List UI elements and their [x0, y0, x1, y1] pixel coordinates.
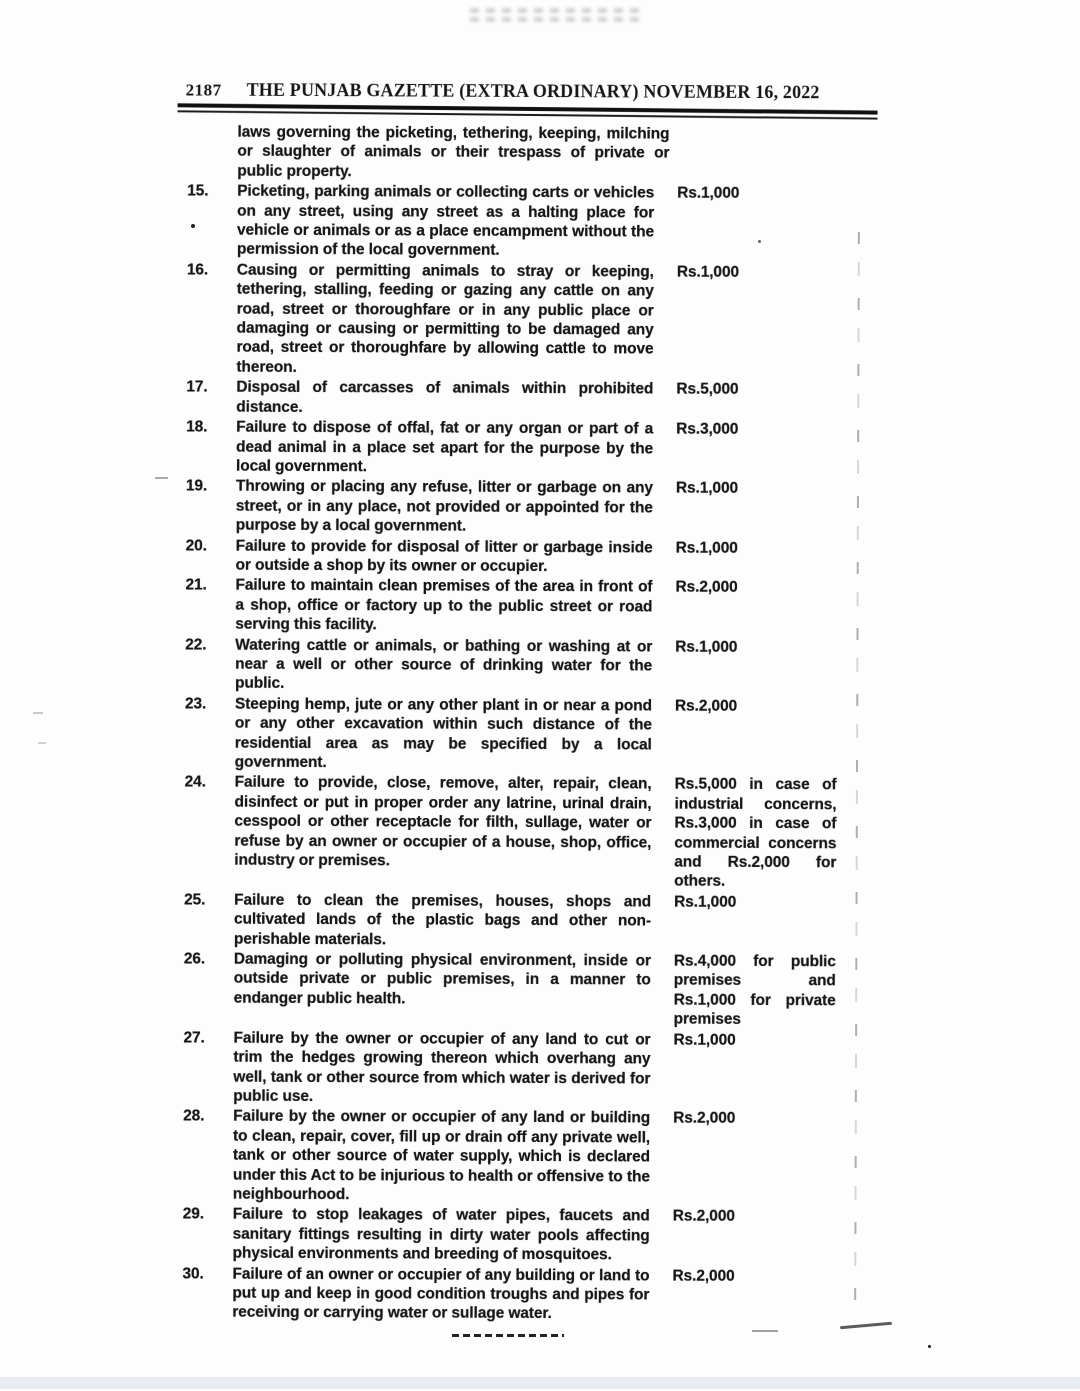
item-number: 23. [184, 695, 207, 713]
item-description: Failure to dispose of offal, fat or any organ or part of a dead animal in a place set apart for the purpose by the local government. [235, 418, 654, 476]
table-row [186, 536, 1080, 579]
page-number: 2187 [185, 80, 222, 100]
item-number: 21. [185, 576, 207, 594]
item-description: Disposal of carcasses of animals within prohibited distance. [236, 378, 654, 416]
item-number: 15. [187, 182, 209, 200]
table-row [186, 378, 1080, 421]
table-row [183, 1205, 1078, 1267]
item-description: Steeping hemp, jute or any other plant in or near a pond or any other excavation within such distance of the residential area as may be specified by a local government. [234, 695, 652, 772]
item-description: Failure by the owner or occupier of any land to cut or trim the hedges growing thereon which overhang any well, tank or other source from which water is derived for public use. [233, 1029, 651, 1105]
item-fine: Rs.3,000 [676, 420, 739, 438]
item-description: Failure by the owner or occupier of any land or building to clean, repair, cover, fill up or drain off any private well, tank or other source of water supply, which is declared under this Act to be injurious to health or offensive to the neighbourhood. [232, 1107, 651, 1204]
item-number: 17. [186, 378, 208, 396]
item-fine: Rs.5,000 in case of industrial concerns, Rs.3,000 in case of commercial concerns and Rs.2,000 for others. [674, 775, 837, 891]
table-row [186, 418, 1080, 480]
item-number: 19. [185, 477, 208, 495]
item-description: Failure to provide for disposal of litter or garbage inside or outside a shop by its owner or occupier. [235, 537, 653, 575]
item-fine: Rs.1,000 [677, 184, 740, 203]
item-fine: Rs.2,000 [672, 1267, 735, 1285]
item-fine: Rs.4,000 for public premises and Rs.1,000 for private premises [673, 952, 836, 1029]
item-number: 30. [182, 1265, 204, 1283]
page-header [186, 80, 878, 104]
gazette-title: THE PUNJAB GAZETTE (EXTRA ORDINARY) NOVEMBER 16, 2022 [246, 80, 820, 104]
item-description: Failure to clean the premises, houses, shops and cultivated lands of the plastic bags and other non-perishable materials. [233, 891, 652, 948]
item-description: Failure of an owner or occupier of any building or land to put up and keep in good condition troughs and pipes for receiving or carrying water or sullage water. [232, 1265, 650, 1323]
item-description: Failure to stop leakages of water pipes, faucets and sanitary fittings resulting in dirty water pools affecting physical environments and breeding of mosquitoes. [232, 1206, 650, 1264]
item-number: 24. [184, 773, 206, 791]
offence-fine-table [182, 182, 1080, 1326]
item-fine: Rs.1,000 [673, 1031, 736, 1049]
item-fine: Rs.2,000 [674, 697, 738, 715]
item-number: 28. [183, 1107, 205, 1125]
item-fine: Rs.5,000 [676, 380, 739, 399]
item-description: Throwing or placing any refuse, litter or garbage on any street, or in any place, not provided or appointed for the purpose by a local government. [235, 477, 653, 535]
continuation-paragraph: laws governing the picketing, tethering, keeping, milching or slaughter of animals or their trespass of private or public property. [237, 123, 670, 180]
table-row [184, 773, 1079, 893]
item-description: Failure to provide, close, remove, alter, repair, clean, disinfect or put in proper order any latrine, urinal drain, cesspool or other receptacle for filth, sullage, water or refuse by an owner or occupier of a house, shop, office, industry or premises. [234, 774, 652, 870]
item-number: 25. [184, 891, 206, 909]
table-row [184, 950, 1079, 1032]
table-row [186, 260, 1080, 380]
item-fine: Rs.2,000 [675, 578, 738, 597]
table-row [185, 635, 1080, 697]
item-fine: Rs.2,000 [673, 1109, 736, 1128]
header-rule [178, 103, 878, 119]
item-number: 27. [183, 1029, 205, 1047]
item-number: 16. [186, 261, 209, 279]
item-number: 26. [183, 950, 206, 968]
item-number: 22. [185, 636, 207, 654]
item-description: Watering cattle or animals, or bathing or washing at or near a well or other source of drinking water for the public. [235, 636, 653, 693]
item-description: Causing or permitting animals to stray or keeping, tethering, stalling, feeding or gazing any cattle on any road, street or thoroughfare or in any public place or damaging or causing or permitting to be damaged any road, street or thoroughfare by allowing cattle to move thereon. [236, 261, 654, 376]
item-description: Picketing, parking animals or collecting carts or vehicles on any street, using any street as a halting place for vehicle or animals or as a place encampment without the permission of the local government. [236, 182, 655, 260]
item-number: 20. [185, 536, 207, 555]
item-fine: Rs.2,000 [672, 1207, 735, 1226]
table-row [185, 694, 1080, 776]
item-description: Failure to maintain clean premises of the area in front of a shop, office or factory up to the public street or road serving this facility. [235, 577, 653, 634]
table-row [183, 1107, 1078, 1208]
table-row [187, 182, 1080, 264]
table-row [183, 1028, 1078, 1110]
table-row [186, 477, 1080, 539]
item-fine: Rs.1,000 [675, 479, 739, 498]
item-number: 18. [186, 418, 208, 436]
item-fine: Rs.1,000 [675, 638, 738, 656]
item-fine: Rs.1,000 [674, 893, 737, 911]
item-description: Damaging or polluting physical environment, inside or outside private or public premises, in a manner to endanger public health. [233, 950, 651, 1008]
item-number: 29. [182, 1205, 205, 1223]
table-row [185, 576, 1080, 638]
item-fine: Rs.1,000 [675, 539, 738, 557]
table-row [184, 890, 1079, 952]
table-row [182, 1264, 1077, 1326]
item-fine: Rs.1,000 [676, 263, 739, 281]
